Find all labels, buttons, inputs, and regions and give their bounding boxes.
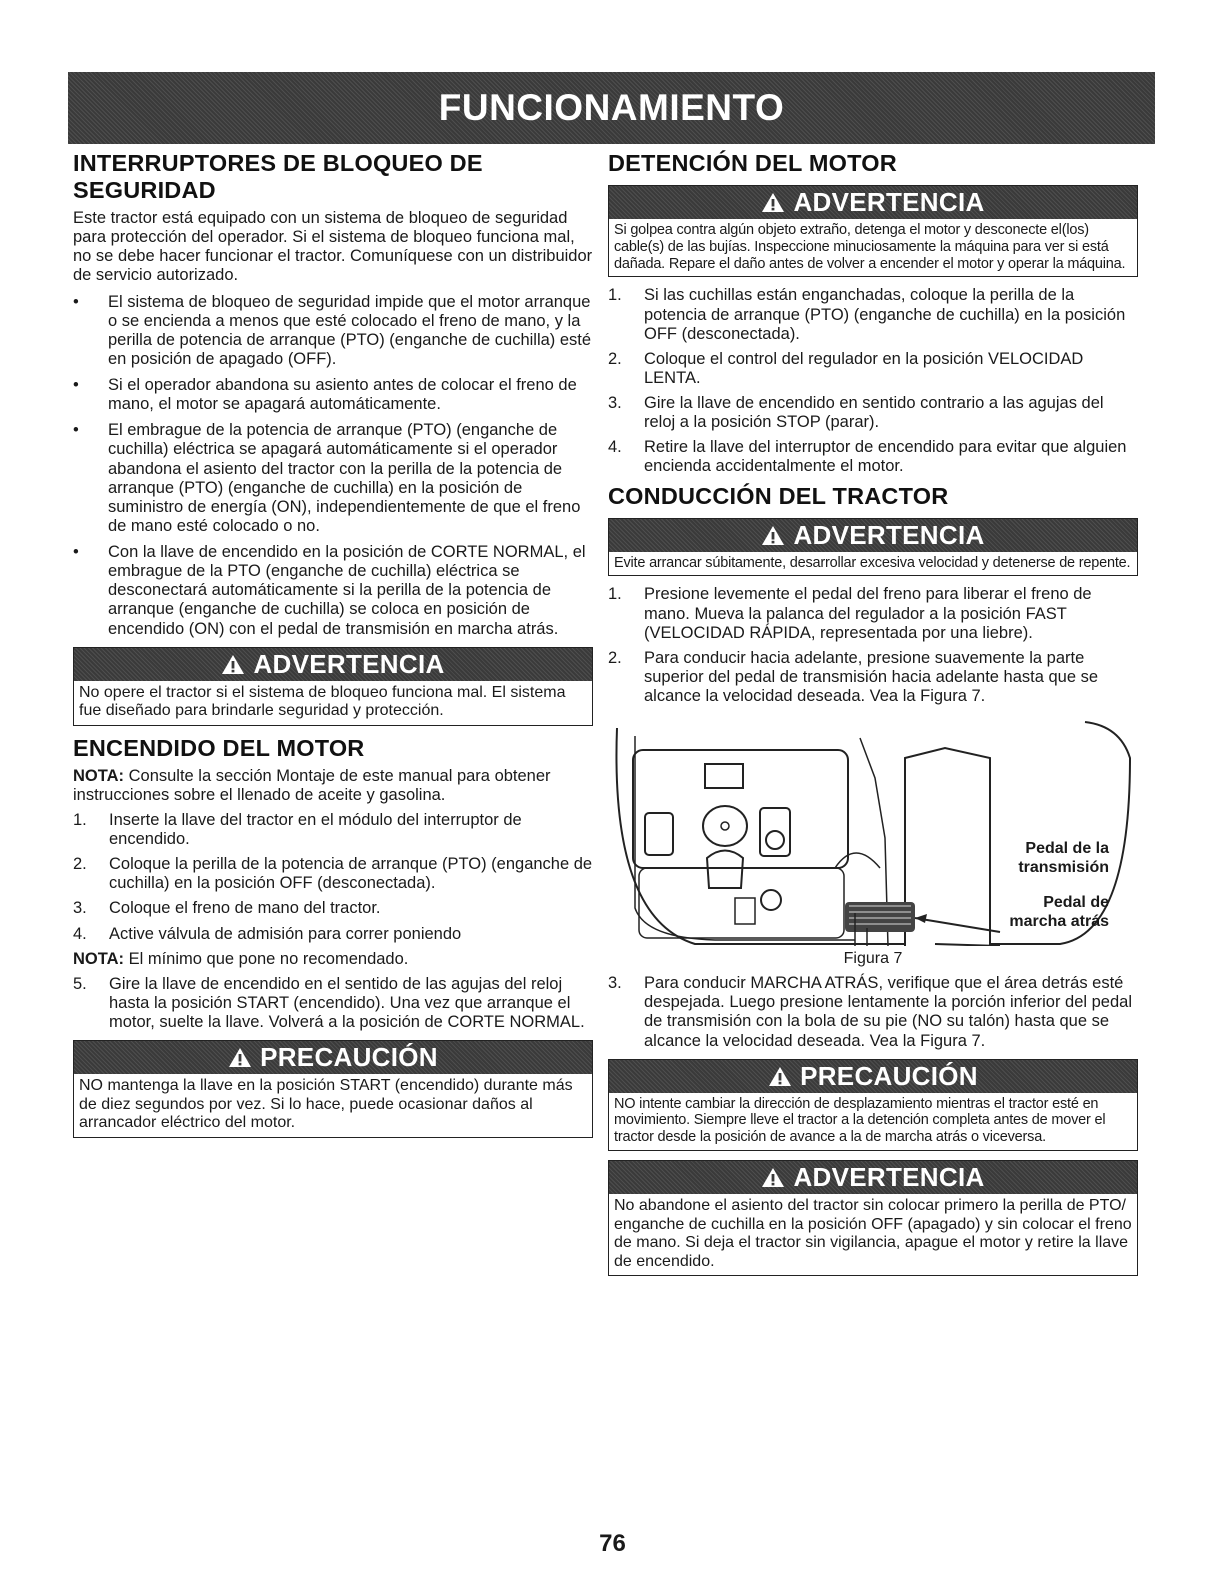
step-item xyxy=(608,438,1138,476)
heading-interlock: INTERRUPTORES DE BLOQUEO DE SEGURIDAD xyxy=(73,150,483,203)
step-number: 5. xyxy=(73,974,87,993)
warning-header xyxy=(609,186,1137,219)
bullet-dot: • xyxy=(73,292,79,311)
interlock-bullet-list xyxy=(73,293,593,639)
section-banner xyxy=(68,72,1155,144)
warning-text: Evite arrancar súbitamente, desarrollar excesiva velocidad y detenerse de repente. xyxy=(614,554,1131,571)
bullet-item xyxy=(73,421,593,536)
warning-title: ADVERTENCIA xyxy=(793,519,985,550)
warning-title: ADVERTENCIA xyxy=(253,648,445,679)
warning-box-foreign-object xyxy=(608,185,1138,277)
caution-box-direction xyxy=(608,1059,1138,1151)
warning-box-seat xyxy=(608,1160,1138,1276)
label-transmission-pedal xyxy=(1018,840,1109,877)
warning-triangle-icon xyxy=(761,525,785,546)
heading-driving: CONDUCCIÓN DEL TRACTOR xyxy=(608,482,949,509)
bullet-item xyxy=(73,293,593,370)
step-number: 1. xyxy=(608,286,622,305)
step-item xyxy=(73,975,593,1032)
caution-box-starter xyxy=(73,1040,593,1138)
step-item xyxy=(608,286,1138,343)
step-item xyxy=(73,925,593,944)
step-number: 4. xyxy=(73,924,87,943)
caution-header xyxy=(74,1041,592,1074)
step-text: Retire la llave del interruptor de encendido para evitar que alguien encienda accidentalmente el motor. xyxy=(644,438,1127,476)
step-text: Active válvula de admisión para correr poniendo xyxy=(109,924,462,943)
warning-header xyxy=(609,519,1137,552)
engine-start-steps xyxy=(73,811,593,944)
heading-engine-start: ENCENDIDO DEL MOTOR xyxy=(73,734,365,761)
left-column xyxy=(73,150,593,1147)
warning-triangle-icon xyxy=(768,1066,792,1087)
warning-box-driving xyxy=(608,518,1138,577)
step-item xyxy=(73,811,593,849)
step-item xyxy=(608,585,1138,642)
note-label: NOTA: xyxy=(73,766,125,785)
caution-title: PRECAUCIÓN xyxy=(800,1060,978,1091)
step-number: 2. xyxy=(608,349,622,368)
warning-triangle-icon xyxy=(228,1047,252,1068)
step-text: Para conducir hacia adelante, presione suavemente la parte superior del pedal de transmisión hacia adelante hasta que se alcance la velocidad deseada. Vea la Figura 7. xyxy=(644,648,1099,705)
note-label: NOTA: xyxy=(73,949,125,968)
step-text: Presione levemente el pedal del freno para liberar el freno de mano. Mueva la palanca del regulador a la posición FAST (VELOCIDAD RÁPIDA, representada por una liebre). xyxy=(644,585,1092,642)
bullet-dot: • xyxy=(73,421,79,440)
driving-steps xyxy=(608,585,1138,706)
bullet-dot: • xyxy=(73,376,79,394)
warning-box-interlock xyxy=(73,647,593,726)
warning-triangle-icon xyxy=(221,654,245,675)
step-text: Para conducir MARCHA ATRÁS, verifique que el área detrás esté despejada. Luego presione lentamente la porción inferior del pedal de transmisión con la bola de su pie (NO su talón) hasta que se alcance la velocidad deseada. Vea la Figura 7. xyxy=(644,974,1133,1050)
step-text: Coloque la perilla de la potencia de arranque (PTO) (enganche de cuchilla) en la posición OFF (desconectada). xyxy=(109,855,593,893)
engine-stop-steps xyxy=(608,286,1138,476)
step-number: 1. xyxy=(73,810,87,829)
step-item xyxy=(608,394,1138,432)
bullet-text: El sistema de bloqueo de seguridad impide que el motor arranque o se encienda a menos que esté colocado el freno de mano, y la perilla de potencia de arranque (PTO) (enganche de cuchilla) esté en posición de apagado (OFF). xyxy=(108,292,592,368)
bullet-dot: • xyxy=(73,543,79,561)
warning-header xyxy=(609,1161,1137,1194)
caution-text: NO mantenga la llave en la posición START (encendido) durante más de diez segundos por vez. Si lo hace, puede ocasionar daños al arrancador eléctrico del motor. xyxy=(79,1077,573,1132)
warning-text: Si golpea contra algún objeto extraño, detenga el motor y desconecte el(los) cable(s) de las bujías. Inspeccione minuciosamente la máquina para ver si está dañada. Repare el daño antes de volver a encender el motor y operar la máquina. xyxy=(614,222,1126,272)
step-item xyxy=(73,899,593,918)
note-assembly xyxy=(73,767,593,805)
step-item xyxy=(73,855,593,893)
step-text: Inserte la llave del tractor en el módulo del interruptor de encendido. xyxy=(109,810,522,849)
label-reverse-pedal xyxy=(1009,894,1109,931)
warning-title: ADVERTENCIA xyxy=(793,1162,985,1193)
step-number: 2. xyxy=(73,855,87,874)
bullet-text: Si el operador abandona su asiento antes de colocar el freno de mano, el motor se apagará automáticamente. xyxy=(108,376,577,414)
step-number: 1. xyxy=(608,585,622,604)
step-number: 3. xyxy=(73,899,87,918)
banner-title: FUNCIONAMIENTO xyxy=(438,87,785,128)
warning-triangle-icon xyxy=(761,1167,785,1188)
bullet-item xyxy=(73,376,593,414)
step-item xyxy=(608,350,1138,388)
step-number: 2. xyxy=(608,648,622,667)
step-text: Gire la llave de encendido en sentido contrario a las agujas del reloj a la posición STOP (parar). xyxy=(644,394,1104,432)
label-line: transmisión xyxy=(1018,858,1109,876)
right-column xyxy=(608,150,1138,1285)
step-text: Coloque el freno de mano del tractor. xyxy=(109,899,381,918)
warning-header xyxy=(74,648,592,681)
heading-engine-stop: DETENCIÓN DEL MOTOR xyxy=(608,150,897,176)
note-text: El mínimo que pone no recomendado. xyxy=(124,949,409,968)
step-number: 3. xyxy=(608,394,622,413)
bullet-item xyxy=(73,543,593,639)
note-text: Consulte la sección Montaje de este manual para obtener instrucciones sobre el llenado de aceite y gasolina. xyxy=(73,766,551,804)
step-item xyxy=(608,974,1138,1051)
warning-triangle-icon xyxy=(761,192,785,213)
label-line: Pedal de la xyxy=(1025,840,1109,858)
step-number: 3. xyxy=(608,974,622,993)
figure-caption: Figura 7 xyxy=(843,950,903,968)
label-line: Pedal de xyxy=(1043,894,1109,912)
note-choke xyxy=(73,950,593,969)
driving-steps-continued xyxy=(608,974,1138,1051)
engine-start-steps-continued xyxy=(73,975,593,1032)
warning-text: No opere el tractor si el sistema de bloqueo funciona mal. El sistema fue diseñado para brindarle seguridad y protección. xyxy=(79,683,566,720)
interlock-intro: Este tractor está equipado con un sistema de bloqueo de seguridad para protección del operador. Si el sistema de bloqueo funciona mal, no se debe hacer funcionar el tractor. Comuníquese con un distribuidor de servicio autorizado. xyxy=(73,209,593,285)
caution-header xyxy=(609,1060,1137,1093)
warning-title: ADVERTENCIA xyxy=(793,187,985,217)
bullet-text: Con la llave de encendido en la posición de CORTE NORMAL, el embrague de la PTO (enganche de cuchilla) eléctrica se desconectará automáticamente si la perilla de la potencia de arranque (enganche de cuchilla) se coloca en posición de encendido (ON) con el pedal de transmisión en marcha atrás. xyxy=(108,543,586,638)
bullet-text: El embrague de la potencia de arranque (PTO) (enganche de cuchilla) eléctrica se apagará automáticamente si el operador abandona el asiento del tractor con la perilla de la potencia de arranque (PTO) (enganche de cuchilla) en la posición de suministro de energía (ON), independientemente de que el freno de mano esté colocado o no. xyxy=(108,421,581,535)
step-item xyxy=(608,649,1138,706)
label-line: marcha atrás xyxy=(1009,912,1109,930)
caution-text: NO intente cambiar la dirección de desplazamiento mientras el tractor esté en movimiento. Siempre lleve el tractor a la detención completa antes de mover el tractor desde la posición de avance a la de marcha atrás o viceversa. xyxy=(614,1095,1106,1146)
warning-text: No abandone el asiento del tractor sin colocar primero la perilla de PTO/ enganche de cuchilla en la posición OFF (apagado) y sin colocar el freno de mano. Si deja el tractor sin vigilancia, apague el motor y retire la llave de encendido. xyxy=(614,1197,1132,1270)
step-text: Si las cuchillas están enganchadas, coloque la perilla de la potencia de arranque (PTO) (enganche de cuchilla) en la posición OFF (desconectada). xyxy=(644,286,1126,343)
caution-title: PRECAUCIÓN xyxy=(260,1042,438,1073)
page-number: 76 xyxy=(599,1530,626,1557)
step-text: Gire la llave de encendido en el sentido de las agujas del reloj hasta la posición START (encendido). Una vez que arranque el motor, suelte la llave. Volverá a la posición de CORTE NORMAL. xyxy=(109,974,585,1032)
step-number: 4. xyxy=(608,438,622,457)
figure-7-pedals xyxy=(605,718,1135,946)
step-text: Coloque el control del regulador en la posición VELOCIDAD LENTA. xyxy=(644,349,1084,387)
